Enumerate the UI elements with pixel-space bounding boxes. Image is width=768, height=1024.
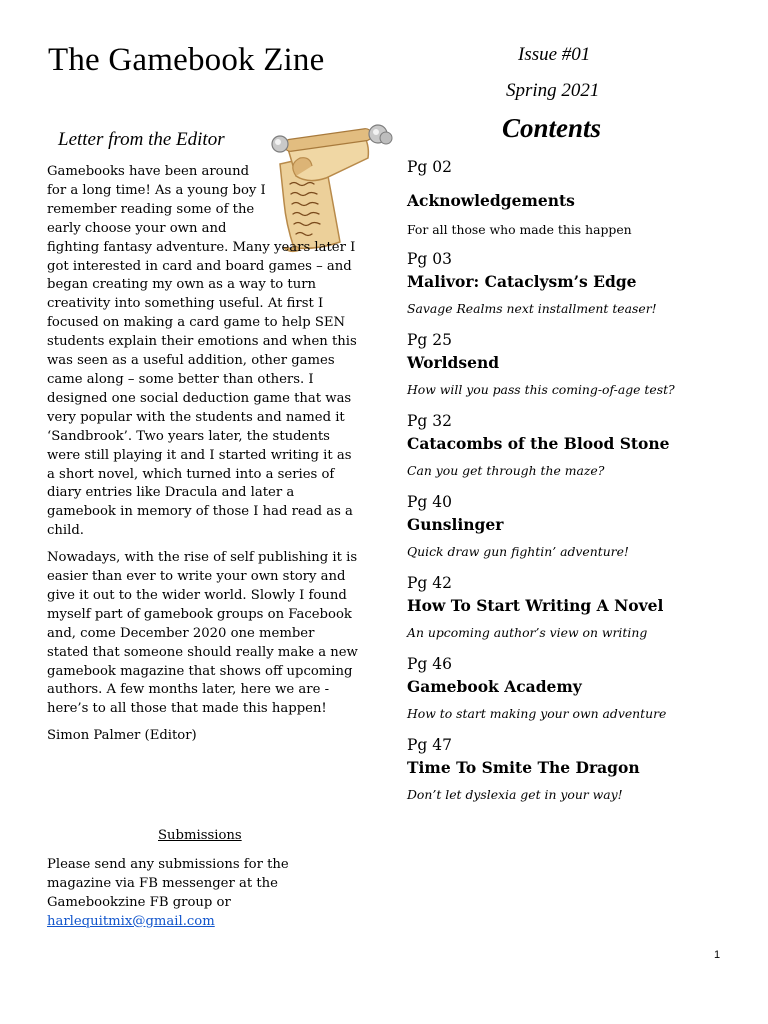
submissions-heading: Submissions — [158, 828, 242, 843]
entry-page: Pg 46 — [407, 655, 453, 673]
entry-description: Don’t let dyslexia get in your way! — [407, 787, 623, 802]
entry-title: Catacombs of the Blood Stone — [407, 434, 670, 453]
entry-page: Pg 40 — [407, 493, 453, 511]
entry-description: How to start making your own adventure — [407, 706, 667, 721]
zine-title: The Gamebook Zine — [48, 42, 325, 78]
entry-title: Malivor: Cataclysm’s Edge — [407, 272, 637, 291]
issue-number: Issue #01 — [518, 44, 591, 65]
contents-entry[interactable] — [407, 331, 737, 412]
entry-title: How To Start Writing A Novel — [407, 596, 664, 615]
submissions-instructions: Please send any submissions for the magazine via FB messenger at the Gamebookzine FB group or — [47, 857, 289, 910]
entry-title: Worldsend — [407, 353, 500, 372]
entry-page: Pg 32 — [407, 412, 453, 430]
entry-description: Can you get through the maze? — [407, 463, 605, 478]
entry-description: Quick draw gun fightin’ adventure! — [407, 544, 629, 559]
contents-list — [407, 158, 737, 817]
contents-entry[interactable] — [407, 158, 737, 250]
letter-signature: Simon Palmer (Editor) — [47, 728, 197, 744]
entry-description: An upcoming author’s view on writing — [407, 625, 648, 640]
editor-letter — [47, 163, 359, 754]
contents-entry[interactable] — [407, 250, 737, 331]
entry-description: Savage Realms next installment teaser! — [407, 301, 657, 316]
letter-paragraph: Gamebooks have been around for a long time! As a young boy I remember reading some of the early choose your own and fighting fantasy adventure. Many years later I got interested in card and board games – and began creating my own as a way to turn creativity into something useful. At first I focused on making a card game to help SEN students explain their emotions and when this was seen as a useful addition, other games came along – some better than others. I designed one social deduction game that was very popular with the students and named it ‘Sandbrook’. Two years later, the students were still playing it and I started writing it as a short novel, which turned into a series of diary entries like Dracula and later a gamebook in memory of those I had read as a child. — [47, 164, 357, 539]
entry-title: Gamebook Academy — [407, 677, 582, 696]
entry-title: Acknowledgements — [407, 191, 575, 210]
contents-entry[interactable] — [407, 574, 737, 655]
contents-entry[interactable] — [407, 655, 737, 736]
email-link[interactable]: harlequitmix@gmail.com — [47, 913, 215, 929]
entry-page: Pg 03 — [407, 250, 453, 268]
contents-entry[interactable] — [407, 493, 737, 574]
entry-description: How will you pass this coming-of-age test? — [407, 382, 675, 397]
contents-entry[interactable] — [407, 736, 737, 817]
entry-title: Time To Smite The Dragon — [407, 758, 640, 777]
entry-page: Pg 02 — [407, 158, 453, 176]
submissions-text — [47, 856, 337, 932]
letter-heading: Letter from the Editor — [58, 129, 225, 150]
contents-heading: Contents — [502, 113, 602, 143]
issue-season: Spring 2021 — [506, 80, 600, 101]
entry-title: Gunslinger — [407, 515, 504, 534]
entry-page: Pg 47 — [407, 736, 453, 754]
entry-description: For all those who made this happen — [407, 222, 632, 237]
entry-page: Pg 25 — [407, 331, 453, 349]
entry-page: Pg 42 — [407, 574, 453, 592]
letter-paragraph: Nowadays, with the rise of self publishing it is easier than ever to write your own story and give it out to the wider world. Slowly I found myself part of gamebook groups on Facebook and, come December 2020 one member stated that someone should really make a new gamebook magazine that shows off upcoming authors. A few months later, here we are - here’s to all those that made this happen! — [47, 550, 358, 717]
contents-entry[interactable] — [407, 412, 737, 493]
page-number: 1 — [714, 949, 721, 961]
